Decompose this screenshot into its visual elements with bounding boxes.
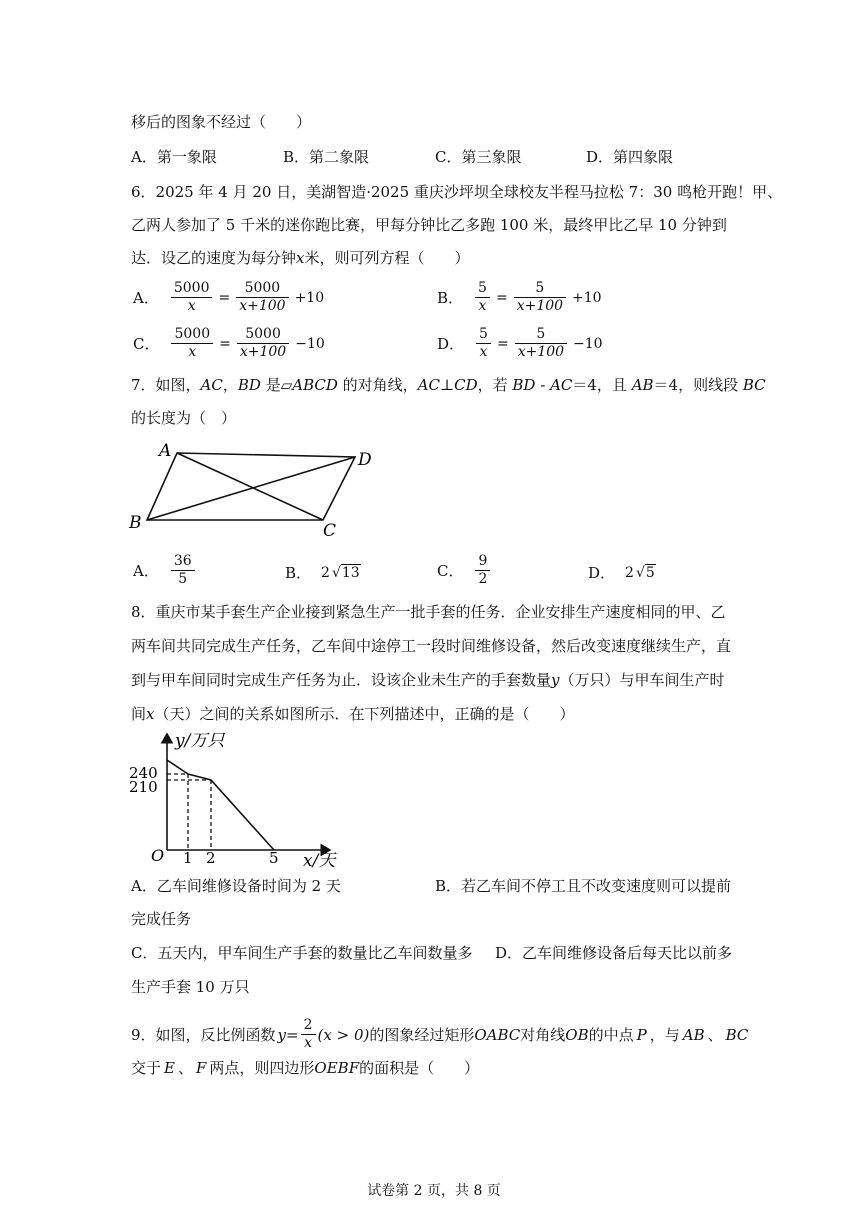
origin-label: O <box>151 846 165 865</box>
y-tick-240: 240 <box>129 764 158 782</box>
q8-option-c: C．五天内，甲车间生产手套的数量比乙车间数量多 <box>131 944 473 962</box>
q6-option-a: A． $\frac{5000}{x}$ = $\frac{5000}{x+100}$ +10 <box>133 280 325 314</box>
q9-stem-line-1: 9．如图，反比例函数 y = $\frac{2}{x}$ (x > 0) 的图象经过矩形 OABC 对角线 OB 的中点 P ，与 AB 、 BC <box>131 1017 749 1051</box>
y-axis-label: y/万只 <box>175 731 225 751</box>
q6-stem-line-3: 达．设乙的速度为每分钟x米，则可列方程（ ） <box>131 249 470 267</box>
q8-graph <box>125 728 355 868</box>
page-footer: 试卷第 2 页，共 8 页 <box>367 1183 501 1199</box>
q8-stem-line-4: 间x（天）之间的关系如图所示．在下列描述中，正确的是（ ） <box>131 705 575 723</box>
q8-stem-line-3: 到与甲车间同时完成生产任务为止．设该企业未生产的手套数量y（万只）与甲车间生产时 <box>131 671 725 689</box>
x-tick-2: 2 <box>206 849 216 867</box>
diagonal-bd <box>147 457 355 520</box>
q6-stem-line-2: 乙两人参加了 5 千米的迷你跑比赛，甲每分钟比乙多跑 100 米，最终甲比乙早 10 分钟到 <box>131 216 727 234</box>
vertex-label-a: A <box>159 441 172 461</box>
q7-stem-line-1: 7．如图，AC，BD 是▱ABCD 的对角线，AC⊥CD，若 BD - AC＝4，且 AB＝4，则线段 BC <box>131 376 766 394</box>
q7-option-b: B． 2 √ 13 <box>285 564 360 582</box>
q8-option-b-cont: 完成任务 <box>131 910 192 928</box>
vertex-label-b: B <box>129 513 142 533</box>
q6-option-c: C． $\frac{5000}{x}$ = $\frac{5000}{x+100}$ −10 <box>133 326 325 360</box>
q9-stem-line-2: 交于 E 、 F 两点，则四边形OEBF的面积是（ ） <box>131 1059 480 1077</box>
q8-stem-line-1: 8．重庆市某手套生产企业接到紧急生产一批手套的任务．企业安排生产速度相同的甲、乙 <box>131 603 726 621</box>
q6-stem-line-1: 6．2025 年 4 月 20 日，美湖智造·2025 重庆沙坪坝全球校友半程马拉松 7：30 鸣枪开跑！甲、 <box>131 183 783 201</box>
q7-parallelogram-figure <box>125 440 385 540</box>
q8-option-b: B．若乙车间不停工且不改变速度则可以提前 <box>435 877 732 895</box>
q7-option-a: A． $\frac{36}{5}$ <box>131 553 199 588</box>
q7-option-c: C． $\frac{9}{2}$ <box>435 553 494 588</box>
q8-option-d-cont: 生产手套 10 万只 <box>131 978 250 996</box>
q6-option-b: B． $\frac{5}{x}$ = $\frac{5}{x+100}$ +10 <box>437 280 602 314</box>
q5-stem-tail: 移后的图象不经过（ ） <box>131 113 312 131</box>
x-axis-label: x/天 <box>303 851 336 868</box>
q5-option-b: B．第二象限 <box>283 148 370 166</box>
vertex-label-d: D <box>358 450 372 470</box>
q5-option-d: D．第四象限 <box>586 148 674 166</box>
q6-option-d: D． $\frac{5}{x}$ = $\frac{5}{x+100}$ −10 <box>437 326 603 360</box>
q8-stem-line-2: 两车间共同完成生产任务，乙车间中途停工一段时间维修设备，然后改变速度继续生产，直 <box>131 637 732 655</box>
q8-option-d: D．乙车间维修设备后每天比以前多 <box>495 944 733 962</box>
q5-option-c: C．第三象限 <box>435 148 522 166</box>
x-tick-1: 1 <box>183 849 193 867</box>
q7-option-d: D． 2 √ 5 <box>588 564 655 582</box>
q8-option-a: A．乙车间维修设备时间为 2 天 <box>131 877 341 895</box>
q5-option-a: A．第一象限 <box>131 148 217 166</box>
q7-stem-line-2: 的长度为（ ） <box>131 409 237 427</box>
vertex-label-c: C <box>323 521 337 540</box>
y-tick-210: 210 <box>129 778 158 796</box>
diagonal-ac <box>177 453 323 520</box>
x-tick-5: 5 <box>269 849 279 867</box>
